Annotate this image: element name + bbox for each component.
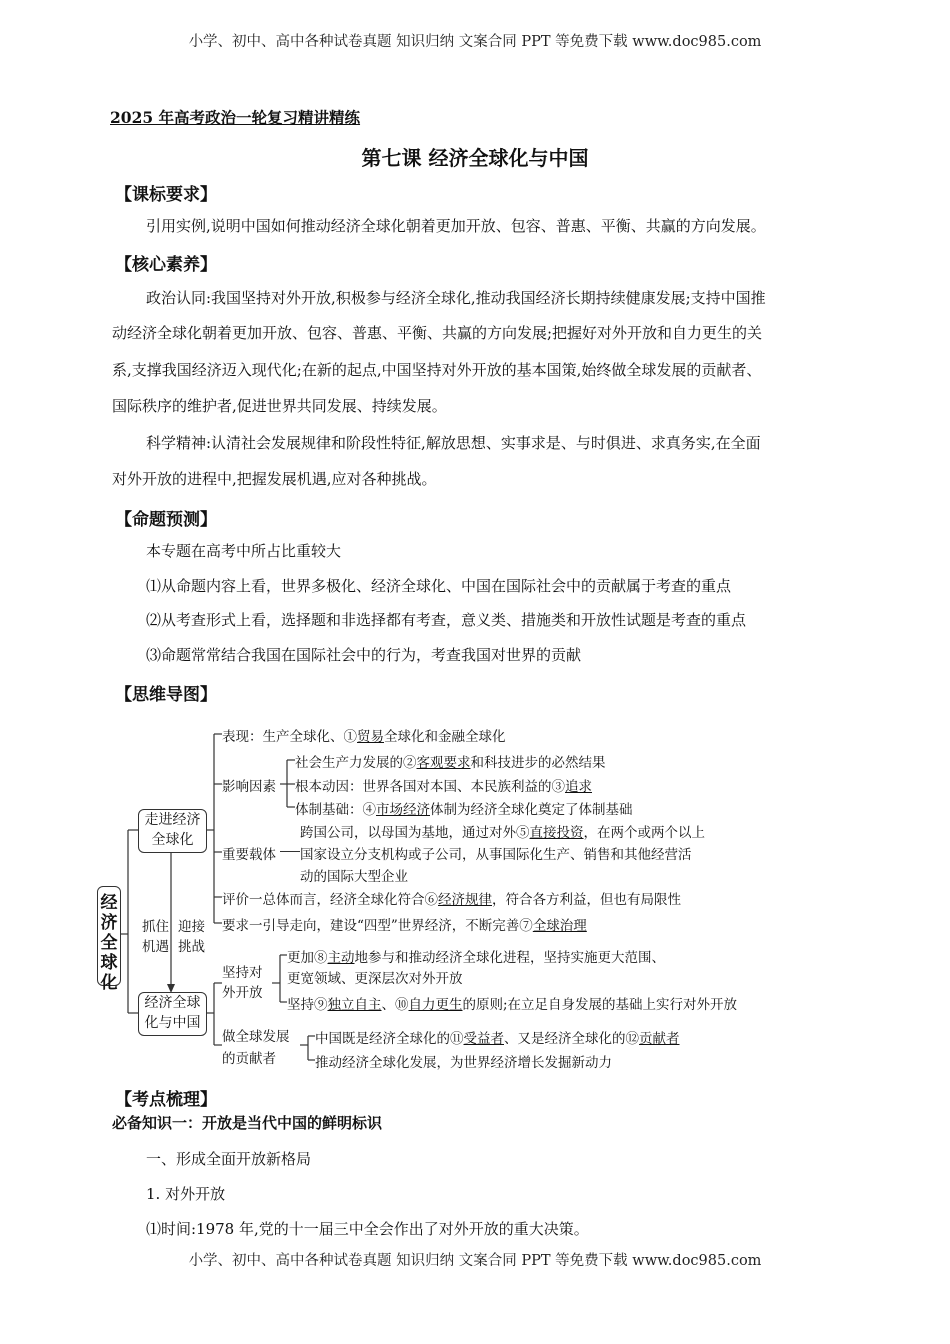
gongxian-line: 的贡献者 <box>222 1051 276 1067</box>
kebiao-text: 引用实例,说明中国如何推动经济全球化朝着更加开放、包容、普惠、平衡、共赢的方向发展。 <box>146 217 766 235</box>
mm-jianchi-3: 坚持⑨独立自主、⑩自力更生的原则;在立足自身发展的基础上实行对外开放 <box>287 997 738 1013</box>
mm-jianchi-label <box>222 963 263 1003</box>
branch-1-line: 全球化 <box>151 832 194 848</box>
jianchi-line: 坚持对 <box>222 965 263 981</box>
link-left-line: 抓住 <box>142 919 169 935</box>
hexin-line: 国际秩序的维护者,促进世界共同发展、持续发展。 <box>112 397 447 415</box>
branch-2-line: 化与中国 <box>144 1015 201 1031</box>
mingti-line: 本专题在高考中所占比重较大 <box>146 542 342 560</box>
mm-gongxian-2: 推动经济全球化发展，为世界经济增长发掘新动力 <box>315 1055 612 1071</box>
mm-jianchi-1: 更加⑧主动地参与和推动经济全球化进程，坚持实施更大范围、 <box>287 950 665 966</box>
hexin-line: 动经济全球化朝着更加开放、包容、普惠、平衡、共赢的方向发展;把握好对外开放和自力更生的关 <box>112 324 763 342</box>
mindmap-branch-1 <box>138 809 207 853</box>
mm-zaiti-dash <box>280 851 300 852</box>
section-heading-kaodian: 【考点梳理】 <box>115 1090 217 1110</box>
gongxian-line: 做全球发展 <box>222 1029 290 1045</box>
mm-biaoxian: 表现：生产全球化、①贸易全球化和金融全球化 <box>222 729 506 745</box>
hexin-line: 系,支撑我国经济迈入现代化;在新的起点,中国坚持对外开放的基本国策,始终做全球发展的贡献者、 <box>112 361 762 379</box>
mm-yingxiang-label: 影响因素 <box>222 779 276 795</box>
section-heading-kebiao: 【课标要求】 <box>115 185 217 205</box>
link-right-line: 挑战 <box>178 939 205 955</box>
branch-1-line: 走进经济 <box>144 812 201 828</box>
link-right-line: 迎接 <box>178 919 205 935</box>
mm-pingjia: 评价一总体而言，经济全球化符合⑥经济规律，符合各方利益，但也有局限性 <box>222 892 681 908</box>
mingti-line: ⑵从考查形式上看，选择题和非选择都有考查，意义类、措施类和开放性试题是考查的重点 <box>146 611 747 629</box>
branch-2-line: 经济全球 <box>144 995 201 1011</box>
mindmap-root-label: 经济全球化 <box>100 893 118 993</box>
mm-jianchi-2: 更宽领域、更深层次对外开放 <box>287 971 463 987</box>
mingti-line: ⑴从命题内容上看，世界多极化、经济全球化、中国在国际社会中的贡献属于考查的重点 <box>146 577 732 595</box>
mm-yingxiang-1: 社会生产力发展的②客观要求和科技进步的必然结果 <box>295 755 606 771</box>
page-header-banner: 小学、初中、高中各种试卷真题 知识归纳 文案合同 PPT 等免费下载 www.doc985.com <box>188 34 762 50</box>
hexin-line: 科学精神:认清社会发展规律和阶段性特征,解放思想、实事求是、与时俱进、求真务实,在全面 <box>146 434 761 452</box>
mm-zaiti-label: 重要载体 <box>222 847 276 863</box>
mindmap-branch-2 <box>138 992 207 1036</box>
link-label-right <box>178 917 205 957</box>
kaodian-line: 1. 对外开放 <box>146 1185 226 1203</box>
hexin-line: 对外开放的进程中,把握发展机遇,应对各种挑战。 <box>112 470 437 488</box>
page-footer-banner: 小学、初中、高中各种试卷真题 知识归纳 文案合同 PPT 等免费下载 www.doc985.com <box>188 1253 762 1269</box>
lesson-title: 第七课 经济全球化与中国 <box>361 146 589 170</box>
mingti-line: ⑶命题常常结合我国在国际社会中的行为，考查我国对世界的贡献 <box>146 646 582 664</box>
mm-yaoqiu: 要求一引导走向，建设“四型”世界经济，不断完善⑦全球治理 <box>222 918 587 934</box>
kaodian-line: 一、形成全面开放新格局 <box>146 1150 312 1168</box>
mm-gongxian-1: 中国既是经济全球化的⑪受益者、又是经济全球化的⑫贡献者 <box>315 1031 680 1047</box>
jianchi-line: 外开放 <box>222 985 263 1001</box>
kaodian-subheading: 必备知识一：开放是当代中国的鲜明标识 <box>112 1114 383 1132</box>
section-heading-hexin: 【核心素养】 <box>115 255 217 275</box>
mm-yingxiang-2: 根本动因：世界各国对本国、本民族利益的③追求 <box>295 779 592 795</box>
series-title: 2025 年高考政治一轮复习精讲精练 <box>110 108 361 127</box>
mm-zaiti-2: 国家设立分支机构或子公司，从事国际化生产、销售和其他经营活 <box>300 847 692 863</box>
section-heading-siwei: 【思维导图】 <box>115 685 217 705</box>
mm-zaiti-3: 动的国际大型企业 <box>300 869 408 885</box>
mm-yingxiang-3: 体制基础：④市场经济体制为经济全球化奠定了体制基础 <box>295 802 633 818</box>
hexin-line: 政治认同:我国坚持对外开放,积极参与经济全球化,推动我国经济长期持续健康发展;支持中国推 <box>146 289 766 307</box>
mm-gongxian-label <box>222 1026 290 1070</box>
mindmap-root <box>97 886 121 993</box>
link-label-left <box>142 917 169 957</box>
link-left-line: 机遇 <box>142 939 169 955</box>
mm-zaiti-1: 跨国公司，以母国为基地，通过对外⑤直接投资，在两个或两个以上 <box>300 825 705 841</box>
section-heading-mingti: 【命题预测】 <box>115 510 217 530</box>
kaodian-line: ⑴时间:1978 年,党的十一届三中全会作出了对外开放的重大决策。 <box>146 1220 589 1238</box>
